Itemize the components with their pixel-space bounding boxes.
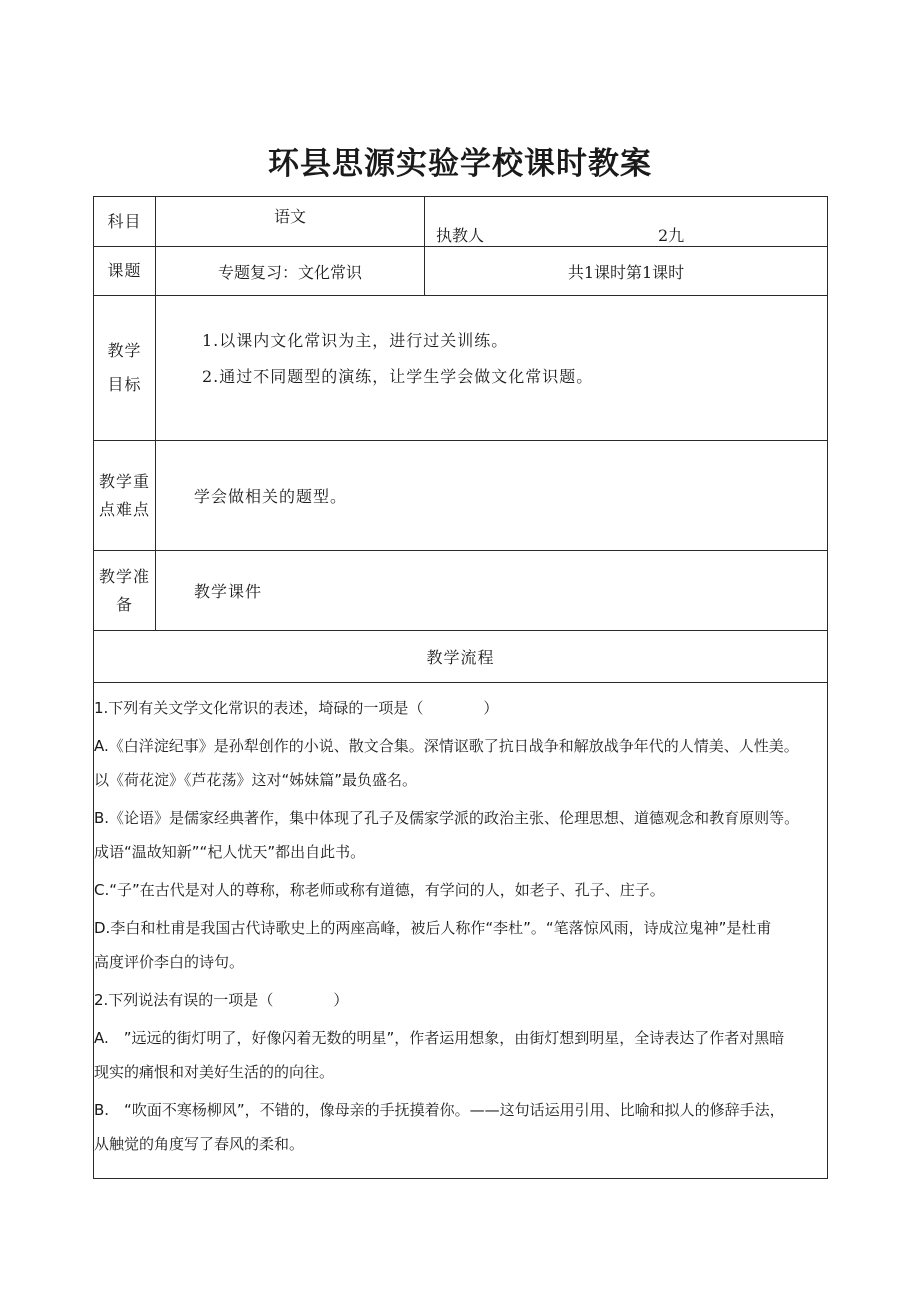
question-1: 1.下列有关文学文化常识的表述，埼碌的一项是（ ） [94,699,499,717]
prep-row [94,551,828,631]
question-2-option-a: A. ”远远的街灯明了，好像闪着无数的明星”，作者运用想象，由街灯想到明星，全诗表达了作者对黑暗 [94,1029,785,1047]
question-1-option-b: B.《论语》是儒家经典著作，集中体现了孔子及儒家学派的政治主张、伦理思想、道德观念和教育原则等。 [94,809,800,827]
executor-value: 2九 [658,226,685,245]
lesson-content [94,683,828,1179]
goal-content [156,296,828,441]
goal-label [94,296,156,441]
focus-row [94,441,828,551]
question-1-option-d: D.李白和杜甫是我国古代诗歌史上的两座高峰，被后人称作“李杜”。“笔落惊风雨，诗成泣鬼神”是杜甫 [94,919,772,937]
executor-cell [425,197,828,247]
subject-row [94,197,828,247]
question-1-option-a-cont: 以《荷花淀》《芦花荡》这对“姊妹篇”最负盛名。 [94,771,418,789]
flow-header: 教学流程 [94,631,828,683]
prep-label-line: 备 [115,594,133,614]
focus-value: 学会做相关的题型。 [156,441,828,551]
focus-label-line: 点难点 [98,499,150,519]
topic-row [94,247,828,296]
goal-item: 2.通过不同题型的演练，让学生学会做文化常识题。 [202,367,594,386]
question-2-option-b-cont: 从触觉的角度写了春风的柔和。 [94,1135,305,1153]
question-1-option-a: A.《白洋淀纪事》是孙犁创作的小说、散文合集。深情讴歌了抗日战争和解放战争年代的人情美、人性美。 [94,737,799,755]
prep-value: 教学课件 [156,551,828,631]
question-2-option-a-cont: 现实的痛恨和对美好生活的的向往。 [94,1063,335,1081]
subject-label: 科目 [94,197,156,247]
topic-value: 专题复习：文化常识 [156,247,425,296]
focus-label [94,441,156,551]
goal-label-line: 教学 [107,341,142,360]
question-2: 2.下列说法有误的一项是（ ） [94,991,349,1009]
flow-header-row [94,631,828,683]
lesson-plan-table [93,196,828,1179]
focus-label-line: 教学重 [98,471,150,491]
goal-row [94,296,828,441]
subject-value: 语文 [156,197,425,247]
topic-label: 课题 [94,247,156,296]
goal-label-line: 目标 [107,375,142,394]
goal-item: 1.以课内文化常识为主，进行过关训练。 [202,331,509,350]
question-1-option-c: C.“子”在古代是对人的尊称，称老师或称有道德，有学问的人，如老子、孔子、庄子。 [94,881,665,899]
prep-label [94,551,156,631]
question-2-option-b: B. “吹面不寒杨柳风”，不错的，像母亲的手抚摸着你。——这句话运用引用、比喻和拟人的修辞手法， [94,1101,785,1119]
period-value: 共1课时第1课时 [425,247,828,296]
question-1-option-d-cont: 高度评价李白的诗句。 [94,953,245,971]
prep-label-line: 教学准 [98,566,150,586]
executor-label: 执教人 [436,226,485,245]
content-row [94,683,828,1179]
page-title: 环县思源实验学校课时教案 [268,146,652,182]
question-1-option-b-cont: 成语“温故知新”“杞人忧天”都出自此书。 [94,843,366,861]
